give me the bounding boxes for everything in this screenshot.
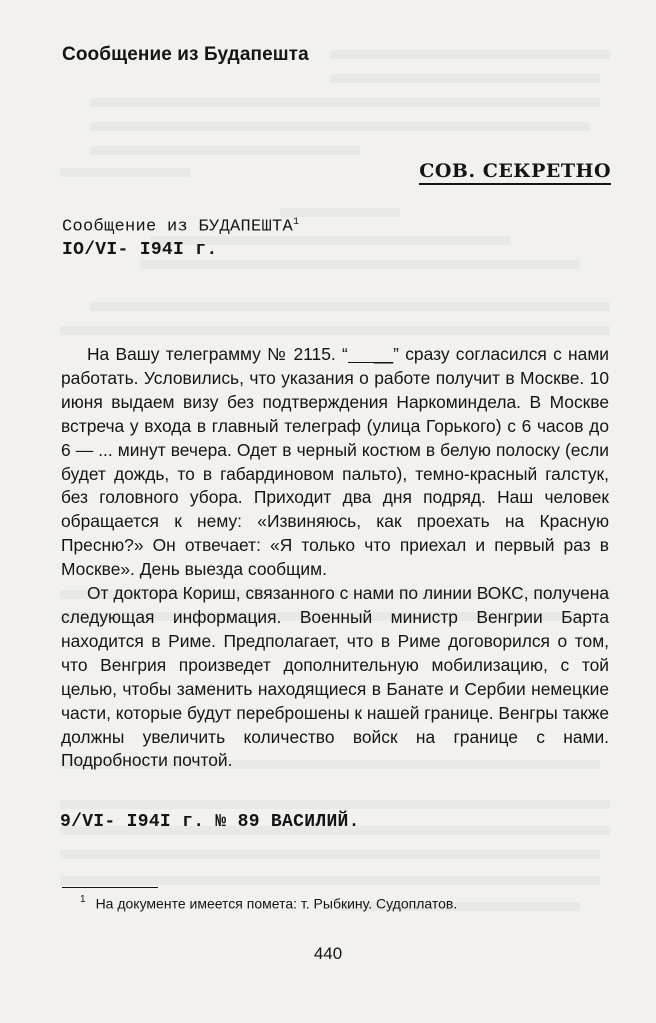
message-body [61, 343, 609, 773]
footnote-divider [62, 887, 158, 888]
signature-line: 9/VI- I94I г. № 89 ВАСИЛИЙ. [60, 812, 360, 832]
typed-header-date: IO/VI- I94I г. [62, 240, 218, 260]
footnote [80, 895, 457, 912]
paragraph-1-rest: ” сразу согласился с нами работать. Условились, что указания о работе получит в Москве. 10 июня выдаем визу без подтверждения Наркоминдела. В Москве встреча у входа в главный телеграф (улица Горького) с 6 часов до 6 — ... минут вечера. Одет в черный костюм в белую полоску (если будет дождь, то в габардиновом пальто), темно-красный галстук, без головного убора. Приходит два дня подряд. Наш человек обращается к нему: «Извиняюсь, как проехать на Красную Пресню?» Он отвечает: «Я только что приехал и первый раз в Москве». День выезда сообщим. [61, 344, 610, 580]
paragraph-2: От доктора Кориш, связанного с нами по линии ВОКС, получена следующая информация. Военный министр Венгрии Барта находится в Риме. Предполагает, что в Риме договорился о том, что Венгрия произведет дополнительную мобилизацию, с той целью, чтобы заменить находящиеся в Банате и Сербии немецкие части, которые будут переброшены к нашей границе. Венгры также должны увеличить количество войск на границе с нами. Подробности почтой. [61, 583, 609, 771]
paragraph-1 [61, 343, 609, 582]
classification-stamp: СОВ. СЕКРЕТНО [419, 160, 611, 185]
footnote-marker: 1 [80, 894, 86, 905]
running-head: Сообщение из Будапешта [62, 44, 309, 65]
paragraph-1-start: На Вашу телеграмму № 2115. “ [87, 344, 348, 364]
redacted-name-blank: __ [348, 347, 393, 363]
typed-header-line1 [62, 217, 299, 237]
footnote-text: На документе имеется помета: т. Рыбкину. Судоплатов. [95, 895, 458, 912]
typed-header-text: Сообщение из БУДАПЕШТА [62, 217, 294, 237]
page-number: 440 [313, 944, 343, 963]
footnote-reference: 1 [293, 217, 300, 228]
